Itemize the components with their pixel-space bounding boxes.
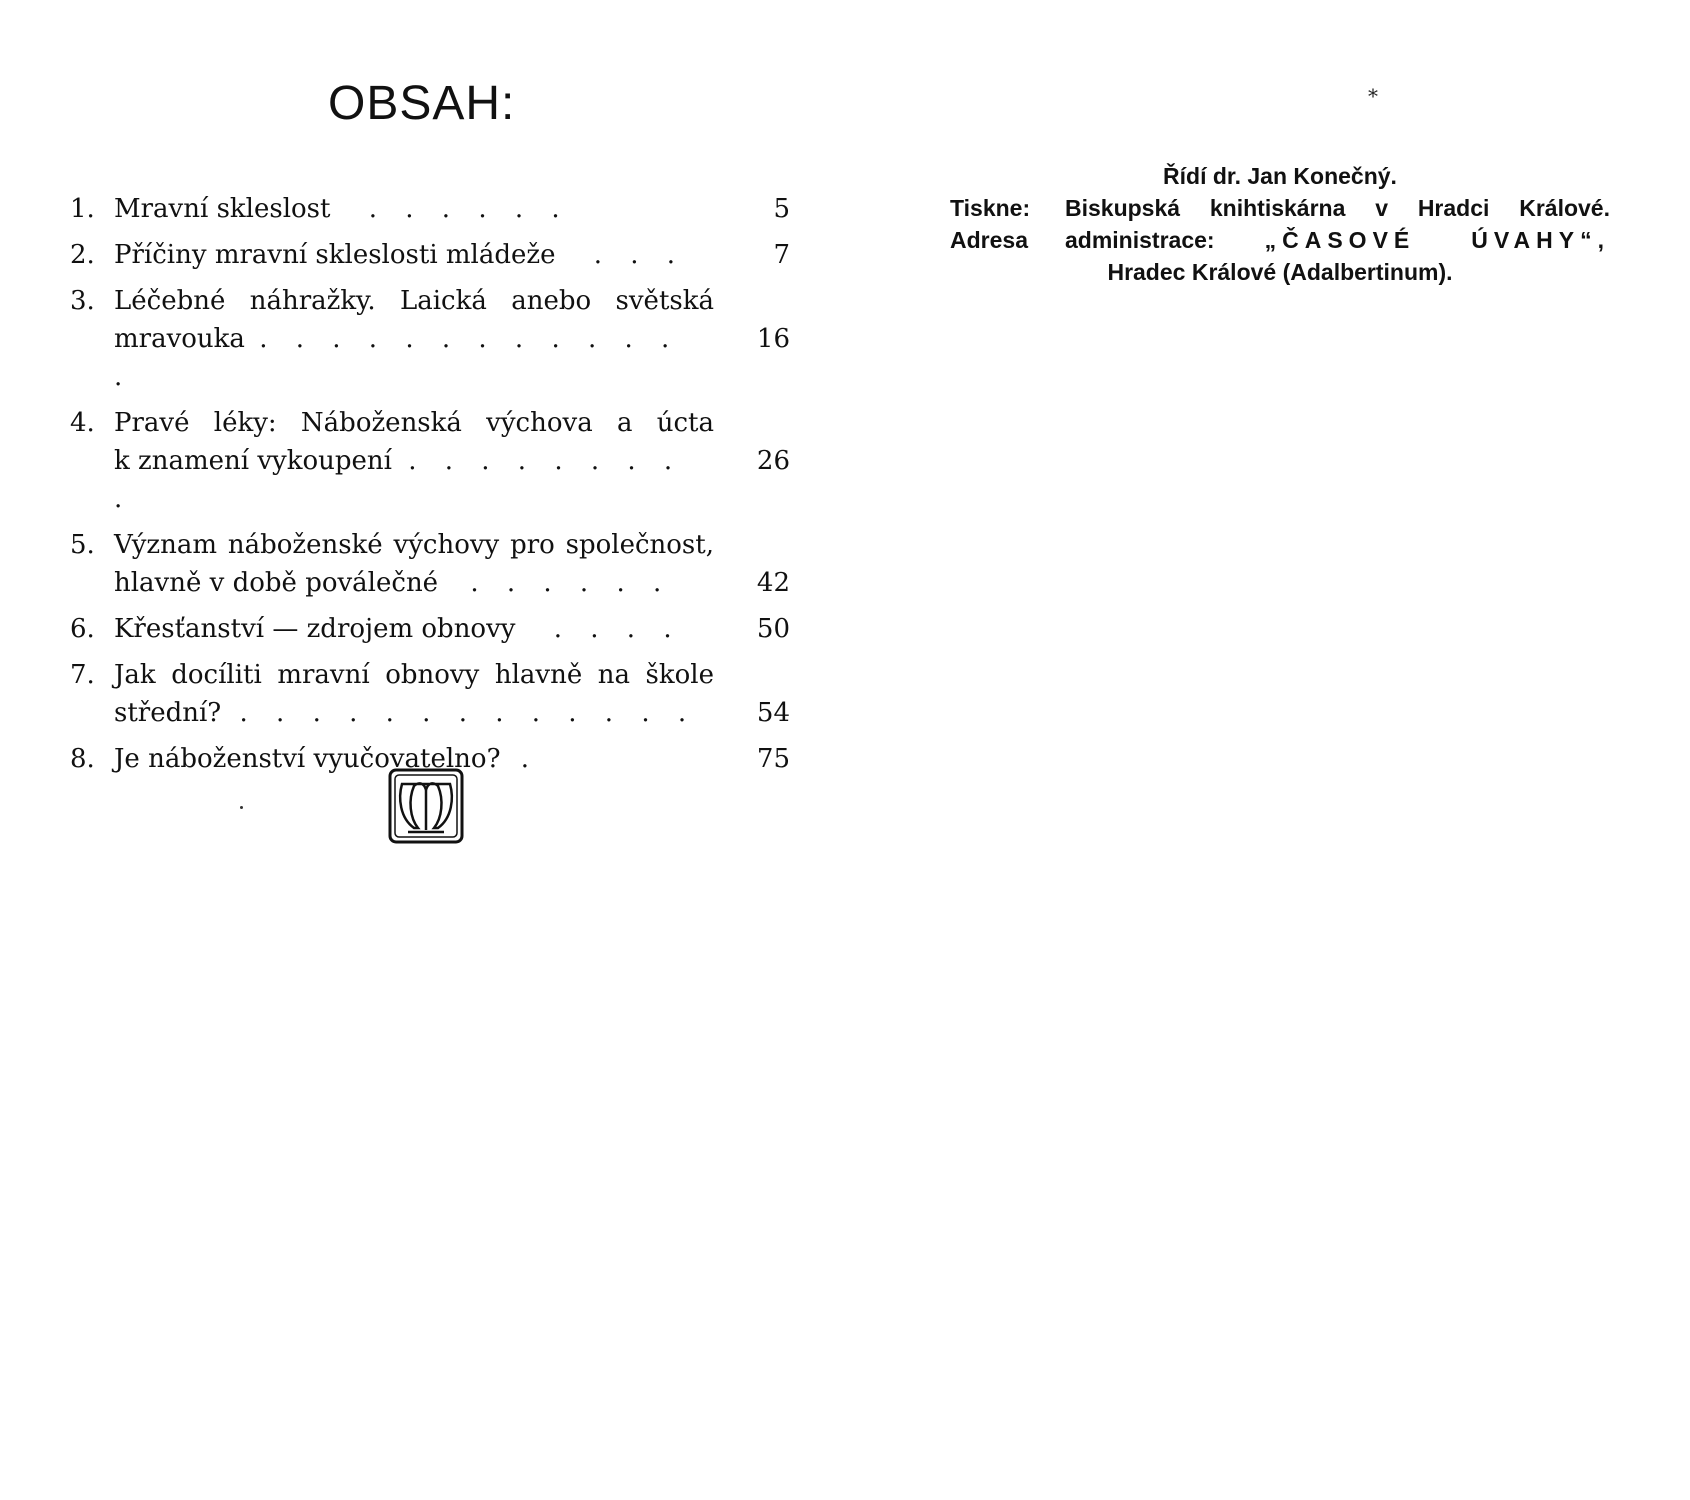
dot-leader: . . . . . . [470,568,672,598]
toc-entry-page: 50 [756,614,790,644]
dot-leader: . . . . [553,614,682,644]
toc-entry-number: 8. [70,744,95,774]
toc-list [70,190,790,786]
dot-leader: . [520,744,540,774]
toc-entry: 4. Pravé léky: Náboženská výchova a úcta k znamení vykoupení . . . . . . . . . 26 [70,404,790,518]
ink-speck [240,806,243,809]
toc-entry-text: Význam náboženské výchovy pro společnost, [114,530,714,560]
toc-title: OBSAH: [328,77,516,130]
toc-entry-number: 3. [70,286,95,316]
imprint-printer-label: Tiskne: [950,195,1031,221]
dot-leader: . . . . . . [368,194,570,224]
toc-entry-number: 4. [70,408,95,438]
toc-entry-number: 6. [70,614,95,644]
toc-entry-text: Je náboženství vyučovatelno? . [114,744,540,774]
toc-entry-page: 16 [756,324,790,354]
toc-entry-page: 5 [773,194,790,224]
toc-entry [70,190,790,228]
toc-entry: 3. Léčebné náhražky. Laická anebo světská mravouka . . . . . . . . . . . . . 16 [70,282,790,396]
toc-entry-page: 42 [756,568,790,598]
toc-entry: 7. Jak docíliti mravní obnovy hlavně na škole střední? . . . . . . . . . . . . . 54 [70,656,790,732]
imprint [950,160,1610,288]
dot-leader: . . . . . . . . . . . . . [239,698,697,728]
toc-entry-page: 7 [773,240,790,270]
toc-entry-text: Křesťanství — zdrojem obnovy . . . . [114,614,682,644]
imprint-address-prefix: administrace: [1065,227,1215,253]
dot-leader: . . . . . . . . . [114,446,683,514]
imprint-printer-value: Biskupská knihtiskárna v Hradci Králové. [1065,195,1610,221]
imprint-printer [950,192,1610,224]
dot-leader: . . . . . . . . . . . . . [114,324,680,392]
toc-entry-number: 7. [70,660,95,690]
toc-entry-page: 75 [756,744,790,774]
imprint-editor: Řídí dr. Jan Konečný. [1163,163,1397,189]
toc-entry-number: 5. [70,530,95,560]
toc-entry-text: Mravní skleslost . . . . . . [114,194,570,224]
toc-entry-page: 26 [756,446,790,476]
imprint-address-label: Adresa [950,227,1028,253]
toc-entry-text: Jak docíliti mravní obnovy hlavně na škole [114,660,714,690]
dot-leader: . . . [593,240,686,270]
toc-entry [70,236,790,274]
star-mark: * [1368,84,1378,108]
imprint-address-name: „ČASOVÉ ÚVAHY“, [1264,227,1611,253]
toc-entry [70,610,790,648]
toc-entry-text: Léčebné náhražky. Laická anebo světská [114,286,714,316]
imprint-address [950,224,1610,256]
toc-entry-text: Pravé léky: Náboženská výchova a úcta [114,408,714,438]
imprint-address-line2: Hradec Králové (Adalbertinum). [1107,259,1453,285]
toc-entry-text: Příčiny mravní skleslosti mládeže . . . [114,240,686,270]
toc-entry-number: 2. [70,240,95,270]
toc-entry-number: 1. [70,194,95,224]
toc-entry-page: 54 [756,698,790,728]
toc-entry: 5. Význam náboženské výchovy pro společnost, hlavně v době poválečné . . . . . . 42 [70,526,790,602]
printer-ornament-icon [388,768,464,844]
